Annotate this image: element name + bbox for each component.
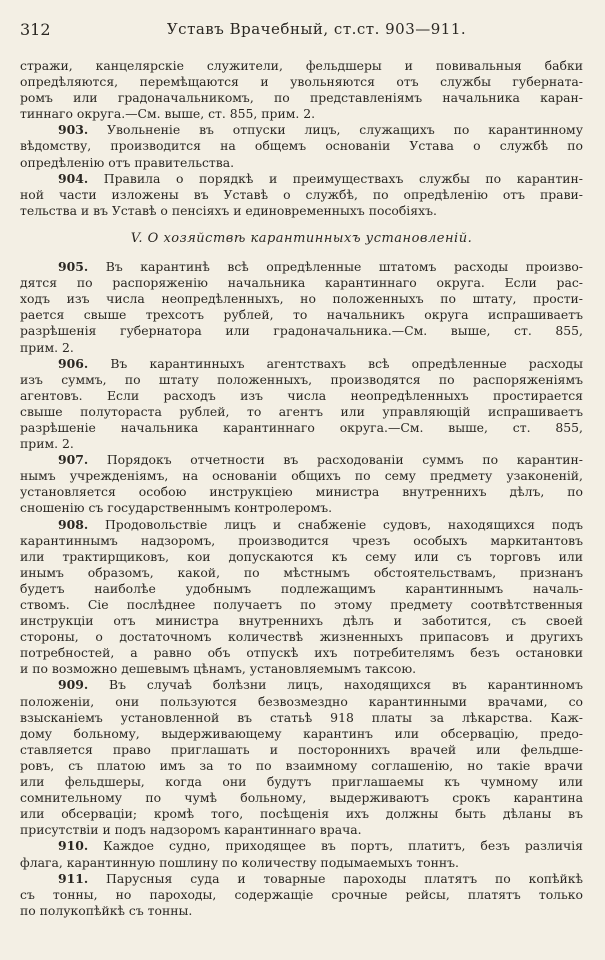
text-line: или фельдшеры, когда они будутъ приглашаемы къ чумному или (20, 774, 583, 790)
article-904 (20, 171, 583, 219)
text-line: Увольненіе въ отпуски лицъ, служащихъ по карантинному (88, 122, 583, 138)
article-number: 910. (58, 838, 89, 854)
text-line: вѣдомству, производится на общемъ основаніи Устава о службѣ по (20, 138, 583, 154)
article-907 (20, 452, 583, 516)
page-number: 312 (20, 20, 51, 39)
text-line: сношенію съ государственнымъ контролеромъ. (20, 500, 333, 516)
article-number: 909. (58, 677, 89, 693)
page-body (20, 58, 583, 919)
text-line: ровъ, съ платою имъ за то по взаимному соглашенію, но такіе врачи (20, 757, 583, 773)
article-905 (20, 259, 583, 356)
text-line: разрѣшеніе начальника карантиннаго округа.—См. выше, ст. 855, (20, 419, 583, 435)
text-line: прим. 2. (20, 436, 74, 452)
text-line: инымъ образомъ, какой, по мѣстнымъ обстоятельствамъ, признанъ (20, 564, 583, 580)
text-line: карантиннымъ надзоромъ, производится чрезъ особыхъ маркитантовъ (20, 532, 583, 548)
article-number: 904. (58, 170, 89, 186)
text-line: флага, карантинную пошлину по количеству подымаемыхъ тоннъ. (20, 854, 459, 870)
text-line: стражи, канцелярскіе служители, фельдшеры и повивальныя бабки (20, 58, 583, 73)
article-909 (20, 677, 583, 838)
text-line: изъ суммъ, по штату положенныхъ, производятся по распоряженіямъ (20, 371, 583, 387)
continued-paragraph (20, 58, 583, 122)
article-number: 907. (58, 452, 89, 468)
text-line: агентовъ. Если расходъ изъ числа неопредѣленныхъ простирается (20, 387, 583, 403)
article-903 (20, 122, 583, 170)
article-910 (20, 838, 583, 870)
text-line: положеніи, они пользуются безвозмездно карантинными врачами, со (20, 693, 583, 709)
text-line: инструкціи отъ министра внутреннихъ дѣлъ и заботится, съ своей (20, 613, 583, 629)
text-line: Продовольствіе лицъ и снабженіе судовъ, находящихся подъ (88, 516, 583, 532)
text-line: будетъ наиболѣе удобнымъ подлежащимъ карантиннымъ началь- (20, 580, 583, 596)
text-line: Въ случаѣ болѣзни лицъ, находящихся въ карантинномъ (88, 677, 583, 693)
article-911 (20, 871, 583, 919)
text-line: опредѣляются, перемѣщаются и увольняются отъ службы губерната- (20, 74, 583, 90)
text-line: разрѣшенія губернатора или градоначальника.—См. выше, ст. 855, (20, 323, 583, 339)
text-line: сомнительному по чумѣ больному, выдерживаютъ срокъ карантина (20, 790, 583, 806)
text-line: ствомъ. Сіе послѣднее получаетъ по этому предмету соотвѣтственныя (20, 597, 583, 612)
article-number: 905. (58, 259, 89, 275)
text-line: по полукопѣйкѣ съ тонны. (20, 902, 193, 918)
text-line: и по возможно дешевымъ цѣнамъ, установляемымъ таксою. (20, 661, 417, 677)
text-line: опредѣленію отъ правительства. (20, 154, 235, 170)
text-line: стороны, о достаточномъ количествѣ жизненныхъ припасовъ и другихъ (20, 629, 583, 645)
running-title: Уставъ Врачебный, ст.ст. 903—911. (166, 20, 467, 38)
text-line: Каждое судно, приходящее въ портъ, платитъ, безъ различія (88, 838, 583, 854)
text-line: ромъ или градоначальникомъ, по представленіямъ начальника каран- (20, 90, 583, 106)
text-line: свыше полутораста рублей, то агентъ или управляющій испрашиваетъ (20, 403, 583, 419)
text-line: Порядокъ отчетности въ расходованіи суммъ по карантин- (88, 452, 583, 468)
text-line: дятся по распоряженію начальника карантиннаго округа. Если рас- (20, 275, 583, 291)
text-line: или трактирщиковъ, кои допускаются къ сему или съ торговъ или (20, 548, 583, 564)
article-number: 908. (58, 516, 89, 532)
text-line: Парусныя суда и товарные пароходы платятъ по копѣйкѣ (88, 870, 583, 886)
text-line: ставляется право приглашать и постороннихъ врачей или фельдше- (20, 741, 583, 757)
text-line: рается свыше трехсотъ рублей, то начальникъ округа испрашиваетъ (20, 307, 583, 323)
text-line: установляется особою инструкціею министра внутреннихъ дѣлъ, по (20, 484, 583, 500)
article-906 (20, 356, 583, 453)
text-line: или обсерваціи; кромѣ того, посѣщенія ихъ должны быть дѣланы въ (20, 806, 583, 822)
page-header (20, 20, 583, 44)
text-line: тиннаго округа.—См. выше, ст. 855, прим. 2. (20, 106, 316, 122)
text-line: прим. 2. (20, 339, 74, 355)
text-line: потребностей, а равно объ отпускѣ ихъ потребителямъ безъ остановки (20, 645, 583, 661)
text-line: нымъ учрежденіямъ, на основаніи общихъ по сему предмету узаконеній, (20, 468, 583, 484)
text-line: ной части изложены въ Уставѣ о службѣ, по опредѣленію отъ прави- (20, 186, 583, 202)
text-line: тельства и въ Уставѣ о пенсіяхъ и единовременныхъ пособіяхъ. (20, 202, 437, 218)
text-line: Правила о порядкѣ и преимуществахъ службы по карантин- (88, 170, 583, 186)
text-line: присутствіи и подъ надзоромъ карантиннаго врача. (20, 822, 362, 838)
article-908 (20, 517, 583, 678)
text-line: съ тонны, но пароходы, содержащіе срочные рейсы, платятъ только (20, 886, 583, 902)
article-number: 906. (58, 355, 89, 371)
text-line: взысканіемъ установленной въ статьѣ 918 платы за лѣкарства. Каж- (20, 709, 583, 725)
text-line: ходъ изъ числа неопредѣленныхъ, но положенныхъ по штату, прости- (20, 291, 583, 307)
article-number: 903. (58, 122, 89, 138)
article-number: 911. (58, 870, 89, 886)
section-heading: V. О хозяйствѣ карантинныхъ установленій. (130, 230, 473, 246)
text-line: Въ карантинныхъ агентствахъ всѣ опредѣленные расходы (88, 355, 583, 371)
text-line: дому больному, выдерживающему карантинъ или обсервацію, предо- (20, 725, 583, 741)
text-line: Въ карантинѣ всѣ опредѣленные штатомъ расходы произво- (88, 259, 583, 275)
